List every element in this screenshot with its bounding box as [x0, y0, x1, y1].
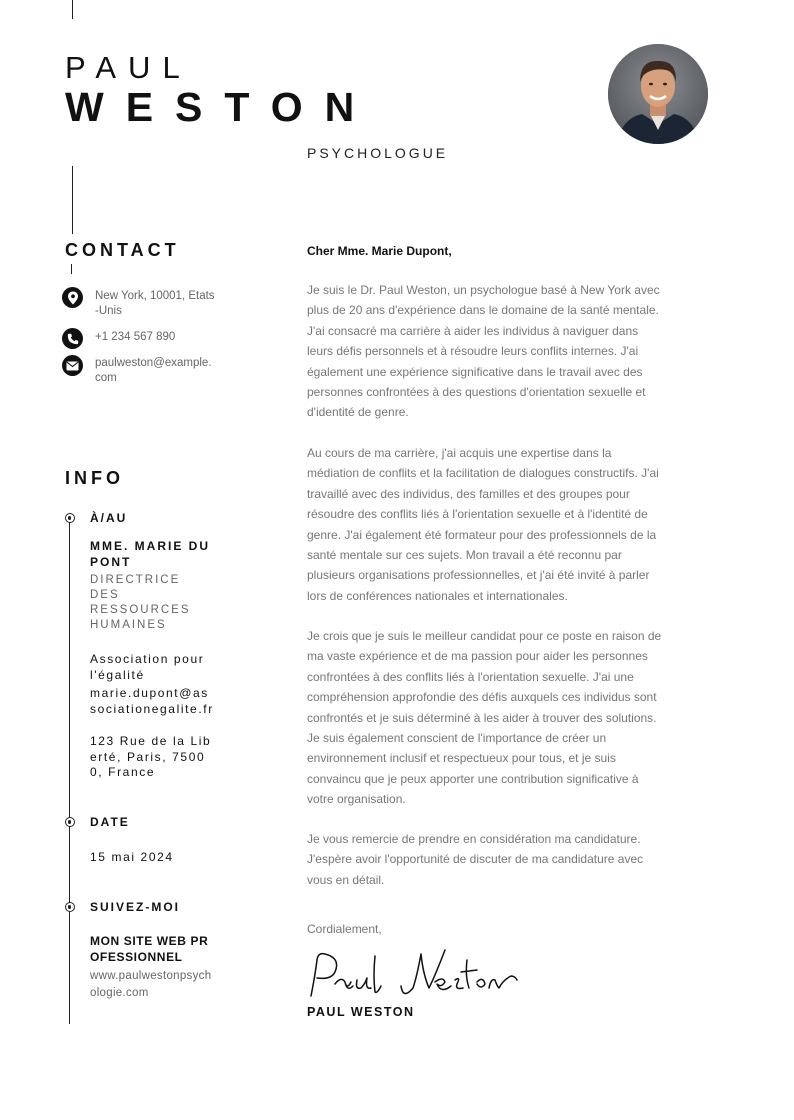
contact-divider-tick [71, 264, 72, 274]
recipient-organisation: Association pour l'égalité [90, 652, 205, 682]
follow-heading: SUIVEZ-MOI [90, 900, 181, 914]
timeline-bullet-icon [65, 817, 75, 827]
info-section-title: INFO [65, 468, 124, 488]
contact-phone: +1 234 567 890 [95, 331, 176, 343]
website-link[interactable]: www.paulwestonpsychologie.com [90, 970, 212, 999]
letter-paragraph: Au cours de ma carrière, j'ai acquis une expertise dans la médiation de conflits et la facilitation de dialogues constructifs. J'ai travaillé avec des individus, des familles et des groupes pour résoudre des conflits liés à l'orientation sexuelle et à l'identité de genre. J'ai également été formateur pour des professionnels de la santé mentale sur ces sujets. Mon travail a été reconnu par plusieurs organisations professionnelles, et j'ai été invité à parler lors de conférences nationales et internationales. [307, 446, 659, 603]
contact-phone-row [62, 328, 215, 349]
job-title: PSYCHOLOGUE [307, 145, 449, 161]
contact-email[interactable]: paulweston@example.com [95, 357, 212, 384]
signature-name: PAUL WESTON [307, 1005, 415, 1019]
website-label: MON SITE WEB PROFESSIONNEL [90, 934, 209, 964]
profile-photo [608, 44, 708, 144]
handwritten-signature [305, 946, 520, 1011]
location-pin-icon [62, 287, 83, 308]
phone-icon [62, 328, 83, 349]
timeline-bullet-icon [65, 513, 75, 523]
letter-paragraph: Je vous remercie de prendre en considération ma candidature. J'espère avoir l'opportunité de discuter de ma candidature avec vous en détail. [307, 832, 644, 887]
info-timeline-rail [69, 514, 70, 1024]
envelope-icon [62, 355, 83, 376]
top-divider-line [72, 0, 73, 19]
letter-date: 15 mai 2024 [90, 850, 174, 864]
recipient-address: 123 Rue de la Liberté, Paris, 75000, France [90, 734, 212, 779]
timeline-bullet-icon [65, 902, 75, 912]
recipient-email[interactable]: marie.dupont@associationegalite.fr [90, 686, 214, 716]
recipient-name: MME. MARIE DUPONT [90, 539, 210, 569]
mid-divider-line [72, 166, 73, 234]
first-name: PAUL [65, 50, 192, 85]
contact-section-title: CONTACT [65, 240, 180, 260]
letter-greeting: Cher Mme. Marie Dupont, [307, 244, 452, 258]
letter-closing: Cordialement, [307, 922, 382, 936]
contact-address-row [62, 287, 215, 319]
recipient-heading: À/AU [90, 511, 128, 525]
contact-email-row [62, 355, 215, 386]
contact-address: New York, 10001, Etats-Unis [95, 290, 215, 317]
date-heading: DATE [90, 815, 130, 829]
letter-paragraph: Je suis le Dr. Paul Weston, un psychologue basé à New York avec plus de 20 ans d'expérience dans le domaine de la santé mentale. J'ai consacré ma carrière à aider les individus à naviguer dans leurs défis personnels et à résoudre leurs conflits internes. J'ai également une expérience significative dans le travail avec des personnes confrontées à des questions d'orientation sexuelle et d'identité de genre. [307, 283, 660, 420]
letter-paragraph: Je crois que je suis le meilleur candidat pour ce poste en raison de ma vaste expérience et de ma passion pour aider les personnes confrontées à des conflits liés à l'orientation sexuelle. J'ai une compréhension approfondie des défis auxquels ces individus sont confrontés et je suis déterminé à les aider à trouver des solutions. Je suis également conscient de l'importance de créer un environnement inclusif et respectueux pour tous, et je suis convaincu que je peux apporter une contribution significative à votre organisation. [307, 629, 662, 807]
recipient-role: DIRECTRICE DES RESSOURCES HUMAINES [90, 574, 191, 631]
last-name: WESTON [65, 84, 377, 130]
